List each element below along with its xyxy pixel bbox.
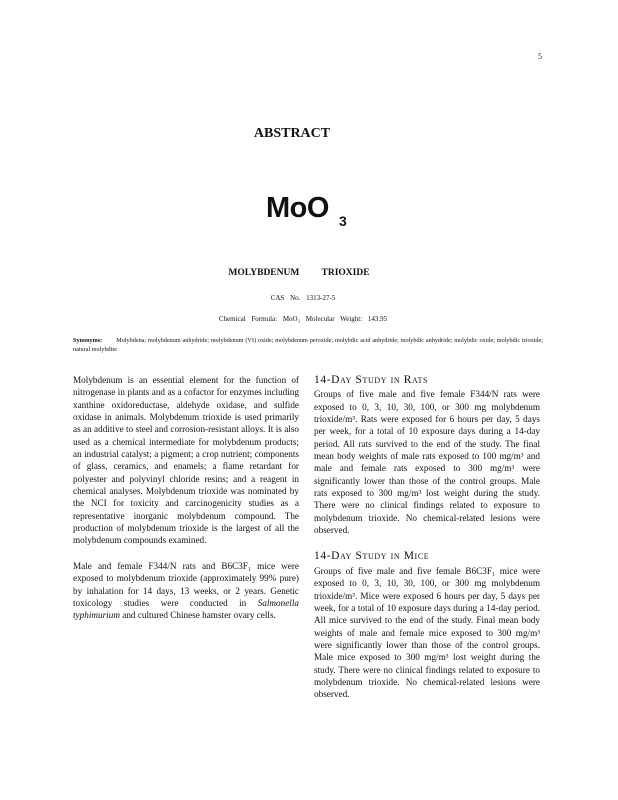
cas-number: CAS No. 1313-27-5 (270, 294, 336, 302)
chemical-name: MOLYBDENUM TRIOXIDE (228, 268, 370, 278)
study-design-text-end: and cultured Chinese hamster ovary cells. (119, 610, 276, 621)
formula-weight-line: Chemical Formula: MoO₃ Molecular Weight: 143.95 (218, 315, 388, 323)
rats-study-heading: 14-Day Study in Rats (314, 374, 429, 386)
species-genus: Salmonella (257, 597, 299, 608)
chemical-formula-main: MoO (266, 192, 329, 224)
page-number: 5 (538, 52, 542, 61)
mice-study-paragraph: Groups of five male and five female B6C3F₁ mice were exposed to 0, 3, 10, 30, 100, or 300 mg molybdenum trioxide/m³. Mice were exposed 6 hours per day, 5 days per week, for a total of 10 exposure days during a 14-day period. All mice survived to the end of the study. Final mean body weights of male and female mice exposed to 300 mg/m³ were significantly lower than those of the control groups. Male mice exposed to 300 mg/m³ lost weight during the study. There were no clinical findings related to exposure to molybdenum trioxide. No chemical-related lesions were observed. (314, 565, 540, 700)
mice-study-heading: 14-Day Study in Mice (314, 550, 430, 563)
left-column (73, 374, 299, 635)
synonyms-text: Molybdena; molybdenum anhydride; molybdenum (VI) oxide; molybdenum peroxide; molybdic acid anhydride; molybdic anhydride; molybdic oxide; molybdic trioxide; natural molybdite (73, 337, 543, 353)
species-name: typhimurium (73, 610, 120, 621)
abstract-heading: ABSTRACT (253, 126, 331, 141)
rats-study-paragraph: Groups of five male and five female F344/N rats were exposed to 0, 3, 10, 30, 100, or 300 mg molybdenum trioxide/m³. Rats were exposed for 6 hours per day, 5 days per week, for a total of 10 exposure days during a 14-day period. All rats survived to the end of the study. The final mean body weights of male rats exposed to 100 mg/m³ and male and female rats exposed to 300 mg/m³ were significantly lower than those of the control groups. Male rats exposed to 300 mg/m³ lost weight during the study. There were no clinical findings related to exposure to molybdenum trioxide. No chemical-related lesions were observed. (314, 389, 540, 536)
chemical-formula-subscript: 3 (339, 213, 347, 229)
study-design-text-start: Male and female F344/N rats and B6C3F₁ mice were exposed to molybdenum trioxide (approximately 99% pure) by inhalation for 14 days, 13 weeks, or 2 years. Genetic toxicology studies were conducted in (73, 560, 299, 608)
right-column (314, 374, 540, 714)
study-design-paragraph (73, 560, 299, 622)
synonyms (73, 336, 543, 354)
synonyms-label: Synonyms: (73, 337, 103, 344)
intro-paragraph: Molybdenum is an essential element for the function of nitrogenase in plants and as a cofactor for enzymes including xanthine oxidoreductase, aldehyde oxidase, and sulfide oxidase in animals. Molybdenum trioxide is used primarily as an additive to steel and corrosion-resistant alloys. It is also used as a chemical intermediate for molybdenum products; an industrial catalyst; a pigment; a crop nutrient; components of glass, ceramics, and enamels; a flame retardant for polyester and polyvinyl chloride resins; and a reagent in chemical analyses. Molybdenum trioxide was nominated by the NCI for toxicity and carcinogenicity studies as a representative inorganic molybdenum compound. The production of molybdenum trioxide is the largest of all the molybdenum compounds examined. (73, 375, 299, 546)
